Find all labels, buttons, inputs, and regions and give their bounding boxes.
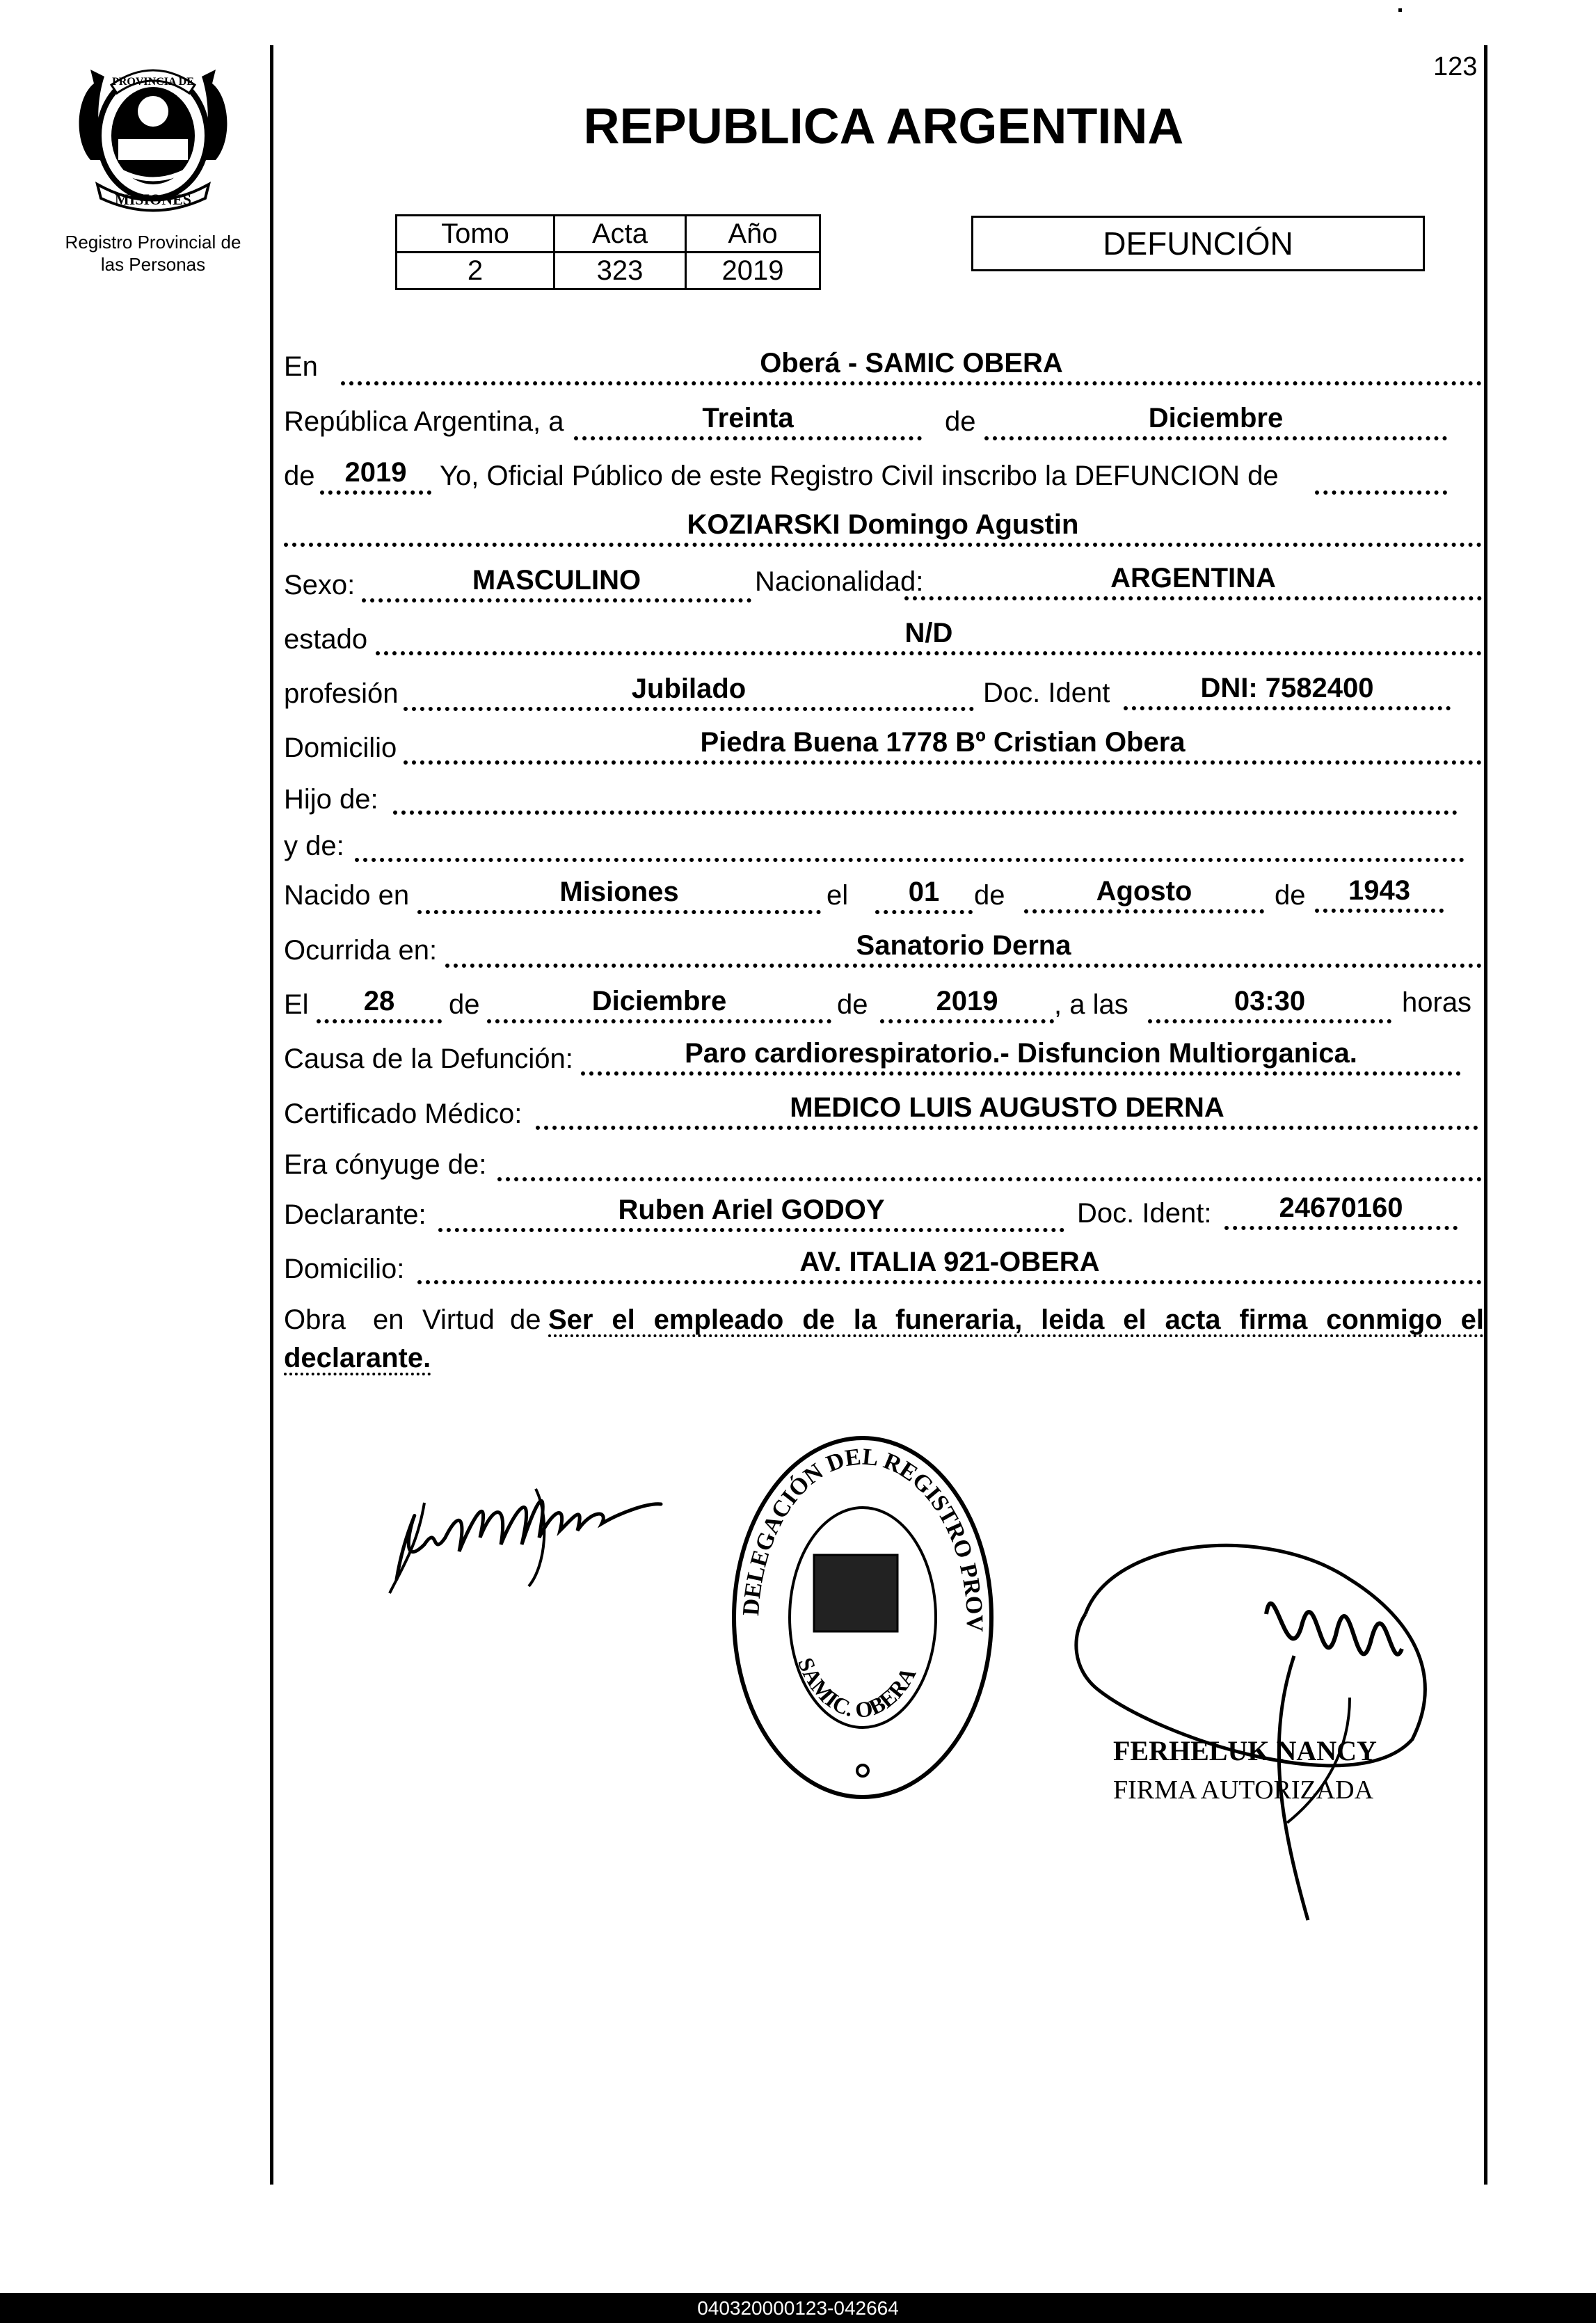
dotted-line [1315, 909, 1444, 913]
label-el-cap: El [284, 989, 309, 1020]
field-nombre: KOZIARSKI Domingo Agustin [687, 509, 1079, 540]
dotted-line [404, 760, 1482, 765]
dotted-line [984, 436, 1447, 440]
acta-value: 323 [554, 253, 686, 289]
label-de: de [945, 406, 976, 437]
dotted-line [1315, 490, 1447, 495]
field-sexo: MASCULINO [472, 565, 641, 596]
dotted-line [487, 1019, 831, 1023]
field-declarante-doc: 24670160 [1279, 1192, 1403, 1223]
dotted-line [393, 811, 1458, 815]
registry-name-line1: Registro Provincial de [65, 232, 241, 253]
label-obra: Obra [284, 1304, 346, 1335]
field-defuncion-hora: 03:30 [1234, 986, 1306, 1016]
field-nacionalidad: ARGENTINA [1110, 563, 1276, 593]
label-horas: horas [1402, 987, 1472, 1018]
label-conyuge: Era cónyuge de: [284, 1149, 487, 1180]
label-de: de [837, 989, 868, 1020]
label-de: de [284, 461, 315, 491]
field-obra-virtud-line2: declarante. [284, 1343, 431, 1373]
label-sexo: Sexo: [284, 570, 356, 600]
dotted-line [445, 964, 1482, 968]
label-obra-en: en [373, 1304, 404, 1335]
field-profesion: Jubilado [631, 673, 747, 704]
label-ocurrida-en: Ocurrida en: [284, 935, 438, 966]
tomo-header: Tomo [397, 216, 554, 253]
dotted-line [320, 490, 431, 495]
dotted-line [417, 1280, 1482, 1284]
label-de: de [974, 880, 1005, 911]
field-defuncion-anio: 2019 [936, 986, 998, 1016]
official-signature [1058, 1531, 1489, 1934]
field-obra-virtud-line1: Ser el empleado de la funeraria, leida el acta firma conmigo el [548, 1304, 1484, 1335]
logo-bottom-text: MISIONES [114, 191, 192, 208]
field-causa: Paro cardiorespiratorio.- Disfuncion Multiorganica. [685, 1038, 1357, 1069]
dotted-line [438, 1228, 1064, 1232]
official-name: FERHELUK NANCY [1113, 1735, 1377, 1766]
dotted-line [284, 543, 1482, 547]
label-doc-ident: Doc. Ident [983, 678, 1110, 708]
field-nacimiento-mes: Agosto [1096, 876, 1192, 907]
field-mes-inscripcion: Diciembre [1148, 403, 1284, 433]
field-dia-inscripcion: Treinta [702, 403, 794, 433]
label-nacionalidad: Nacionalidad: [755, 566, 924, 597]
label-republica: República Argentina, a [284, 406, 564, 437]
label-causa: Causa de la Defunción: [284, 1044, 573, 1074]
label-obra-de: de [510, 1304, 541, 1335]
label-a-las: , a las [1054, 989, 1128, 1020]
anio-header: Año [686, 216, 820, 253]
field-certificado: MEDICO LUIS AUGUSTO DERNA [790, 1092, 1224, 1123]
dotted-line [875, 910, 973, 914]
page-number: 123 [1433, 52, 1478, 81]
dotted-line [341, 381, 1482, 385]
label-estado: estado [284, 624, 368, 655]
field-defuncion-dia: 28 [363, 986, 395, 1016]
document-type-box [971, 216, 1425, 271]
dotted-line [581, 1071, 1461, 1076]
dotted-line [362, 598, 751, 602]
field-documento: DNI: 7582400 [1200, 673, 1374, 703]
label-nacido-en: Nacido en [284, 880, 410, 911]
declarant-signature [376, 1461, 696, 1600]
label-de: de [1275, 880, 1306, 911]
dotted-line [355, 858, 1465, 862]
acta-header: Acta [554, 216, 686, 253]
stamp-outer-text: DELEGACIÓN DEL REGISTRO PROV [738, 1444, 988, 1632]
anio-value: 2019 [686, 253, 820, 289]
field-estado: N/D [904, 618, 953, 648]
document-type: DEFUNCIÓN [1103, 225, 1293, 262]
tomo-value: 2 [397, 253, 554, 289]
label-obra-virtud: Virtud [422, 1304, 495, 1335]
registry-name-line2: las Personas [100, 254, 206, 275]
registry-oval-stamp [717, 1416, 1009, 1805]
page-title: REPUBLICA ARGENTINA [583, 99, 1184, 154]
label-intro: Yo, Oficial Público de este Registro Civil inscribo la DEFUNCION de [440, 461, 1279, 491]
label-doc-ident-declarante: Doc. Ident: [1077, 1198, 1212, 1229]
corner-mark [1398, 8, 1402, 12]
left-frame-line [270, 45, 273, 2185]
dotted-line [376, 651, 1482, 655]
field-lugar: Oberá - SAMIC OBERA [760, 348, 1063, 378]
dotted-line [417, 910, 821, 914]
label-declarante: Declarante: [284, 1199, 426, 1230]
dotted-line [1024, 909, 1264, 913]
field-nacimiento-dia: 01 [908, 877, 940, 907]
field-nacimiento-anio: 1943 [1348, 875, 1410, 906]
field-defuncion-mes: Diciembre [591, 986, 727, 1016]
label-y-de: y de: [284, 831, 344, 861]
dotted-line [1124, 706, 1451, 710]
field-declarante: Ruben Ariel GODOY [618, 1195, 885, 1225]
dotted-line [904, 596, 1482, 600]
field-declarante-domicilio: AV. ITALIA 921-OBERA [799, 1247, 1100, 1277]
stamp-inner-text: SAMIC. OBERA [792, 1654, 921, 1723]
dotted-line [404, 707, 974, 711]
record-number-table [395, 214, 821, 290]
label-el: el [827, 880, 849, 911]
label-en: En [284, 351, 318, 382]
field-nacido-en: Misiones [559, 877, 679, 907]
field-domicilio: Piedra Buena 1778 Bº Cristian Obera [700, 727, 1186, 758]
coat-of-arms-logo [70, 56, 237, 212]
dotted-line [880, 1019, 1054, 1023]
logo-top-text: PROVINCIA DE [112, 76, 194, 88]
dotted-line [317, 1019, 442, 1023]
label-domicilio-declarante: Domicilio: [284, 1254, 405, 1284]
official-title: FIRMA AUTORIZADA [1113, 1775, 1374, 1805]
field-ocurrida-en: Sanatorio Derna [856, 930, 1071, 961]
field-anio-inscripcion: 2019 [344, 457, 407, 488]
footer-code: 040320000123-042664 [697, 2297, 899, 2319]
dotted-line [574, 436, 922, 440]
label-profesion: profesión [284, 678, 399, 709]
label-domicilio: Domicilio [284, 733, 397, 763]
label-de: de [449, 989, 480, 1020]
dotted-line [497, 1177, 1482, 1181]
dotted-line [536, 1126, 1478, 1130]
dotted-line [1148, 1019, 1391, 1023]
label-hijo-de: Hijo de: [284, 784, 378, 815]
label-certificado: Certificado Médico: [284, 1099, 522, 1129]
dotted-line [1224, 1226, 1458, 1230]
